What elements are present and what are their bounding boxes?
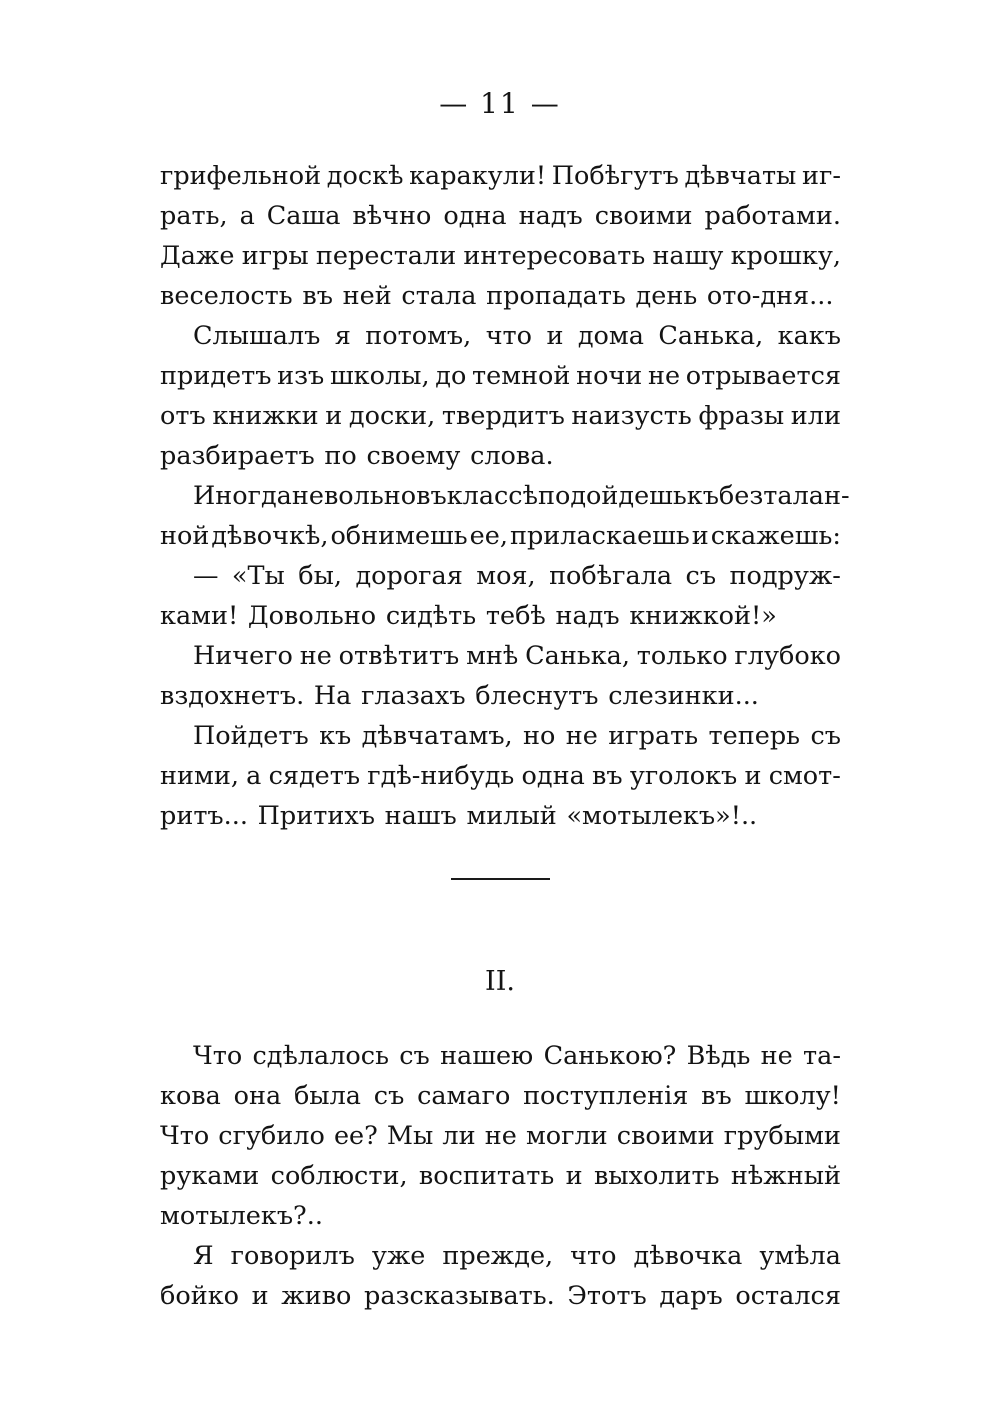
word: по [324,441,357,471]
word: иг- [802,161,841,191]
word: — [193,561,219,591]
word: сидѣть [385,601,477,631]
word: съ [810,721,841,751]
text-line [160,516,841,556]
word: въ [592,761,623,791]
word: и [691,521,709,551]
word: слезинки... [608,681,759,711]
word: разбираетъ [160,441,315,471]
word: день [635,281,698,311]
word: дорогая [355,561,463,591]
word: ее? [333,1121,378,1151]
word: соблюсти, [270,1161,408,1191]
text-line [160,476,850,516]
word: говорилъ [230,1241,355,1271]
word: подойдешь [537,481,687,511]
word: Иногда [193,481,292,511]
word: ритъ... [160,801,248,831]
word: играть [608,721,699,751]
word: Санькою? [543,1041,677,1071]
word: надъ [518,201,583,231]
word: ночи [576,361,643,391]
word: тебѣ [485,601,546,631]
word: своими [594,201,693,231]
text-line [160,796,841,836]
word: глубоко [734,641,841,671]
text-line [160,676,841,716]
word: доски, [348,401,436,431]
paragraph [160,1036,841,1236]
word: своими [616,1121,715,1151]
word: школу! [744,1081,841,1111]
text-line [160,1276,841,1316]
word: смот- [768,761,841,791]
text-line [160,1196,841,1236]
word: что [570,1241,617,1271]
word: ной [160,521,210,551]
word: своему [366,441,461,471]
word: отъ [160,401,206,431]
word: Санька, [658,321,764,351]
word: фразы [698,401,785,431]
word: съ [373,1081,405,1111]
text-line [160,1116,841,1156]
word: не [484,1121,517,1151]
chapter-heading: II. [485,966,515,997]
word: ото-дня... [706,281,834,311]
word: потомъ, [365,321,472,351]
word: обнимешь [330,521,468,551]
word: съ [399,1041,430,1071]
word: но [523,721,556,751]
word: невольно [291,481,417,511]
word: Этотъ [567,1281,647,1311]
word: классѣ [446,481,538,511]
word: къ [686,481,719,511]
word: уже [371,1241,426,1271]
word: гдѣ-нибудь [367,761,515,791]
word: книжки [212,401,319,431]
text-line [160,556,841,596]
text-line [160,396,841,436]
word: въ [701,1081,732,1111]
paragraph [160,556,841,636]
word: нашею [440,1041,534,1071]
word: сядетъ [268,761,361,791]
word: школы, [329,361,430,391]
word: поступленія [523,1081,689,1111]
word: пропадать [486,281,626,311]
word: интересовать [463,241,646,271]
word: даръ [659,1281,723,1311]
word: разсказывать. [364,1281,555,1311]
word: Мы [386,1121,434,1151]
text-block-part-two [160,1036,841,1316]
word: веселость [160,281,293,311]
word: и [744,761,762,791]
word: а [239,201,255,231]
word: только [636,641,728,671]
word: «мотылекъ»!.. [566,801,758,831]
word: нашу [652,241,724,271]
word: безталан- [718,481,850,511]
word: кова [160,1081,221,1111]
word: дѣвчатамъ, [361,721,513,751]
word: Побѣгутъ [551,161,679,191]
text-line [160,1076,841,1116]
word: не [760,1041,793,1071]
paragraph [160,156,841,316]
word: отрывается [685,361,841,391]
word: подруж- [729,561,841,591]
text-line [160,276,841,316]
word: выхолить [593,1161,720,1191]
word: одна [443,201,507,231]
word: сдѣлалось [252,1041,389,1071]
word: перестали [315,241,457,271]
text-line [160,756,841,796]
word: а [246,761,262,791]
word: твердитъ [441,401,565,431]
word: моя, [476,561,536,591]
word: вѣчно [352,201,432,231]
word: Я [193,1241,214,1271]
word: глазахъ [361,681,466,711]
text-line [160,316,841,356]
word: что [485,321,533,351]
word: На [313,681,352,711]
word: и [565,1161,583,1191]
word: крошку, [730,241,841,271]
word: или [790,401,841,431]
word: скажешь: [710,521,841,551]
word: Довольно [247,601,377,631]
word: ней [342,281,392,311]
word: и [251,1281,269,1311]
text-line [160,436,841,476]
word: я [334,321,351,351]
word: темной [472,361,571,391]
word: дома [577,321,644,351]
word: съ [685,561,717,591]
section-separator-rule [451,878,550,880]
word: воспитать [418,1161,555,1191]
text-line [160,596,841,636]
word: рать, [160,201,228,231]
page-number: — 11 — [439,87,561,120]
word: мотылекъ?.. [160,1201,323,1231]
paragraph [160,1236,841,1316]
word: дѣвочка [633,1241,743,1271]
word: милый [466,801,557,831]
word: живо [281,1281,352,1311]
word: каракули! [409,161,547,191]
word: ками! [160,601,239,631]
word: Слышалъ [193,321,321,351]
word: Пойдетъ [193,721,309,751]
word: Саша [266,201,341,231]
word: книжкой!» [629,601,777,631]
word: умѣла [759,1241,841,1271]
text-line [160,1036,841,1076]
text-block-part-one [160,156,850,836]
word: нѣжный [730,1161,841,1191]
word: нашъ [384,801,457,831]
word: бы, [298,561,343,591]
word: Даже [160,241,235,271]
paragraph [160,476,850,556]
word: прежде, [442,1241,554,1271]
word: въ [302,281,333,311]
word: въ [416,481,447,511]
word: ее, [469,521,508,551]
word: изъ [277,361,325,391]
text-line [160,1156,841,1196]
word: сгубило [218,1121,325,1151]
word: она [233,1081,282,1111]
word: самаго [417,1081,511,1111]
word: къ [319,721,352,751]
word: ли [442,1121,476,1151]
word: руками [160,1161,260,1191]
word: была [293,1081,362,1111]
word: наизусть [571,401,692,431]
text-line [160,716,841,756]
word: ними, [160,761,239,791]
paragraph [160,716,841,836]
word: какъ [777,321,841,351]
word: уголокъ [629,761,738,791]
word: Вѣдь [686,1041,751,1071]
word: Притихъ [257,801,375,831]
text-line [160,636,841,676]
paragraph [160,316,841,476]
word: работами. [704,201,841,231]
text-line [160,236,841,276]
word: стала [401,281,477,311]
word: одна [521,761,585,791]
word: Ничего [193,641,293,671]
word: та- [803,1041,841,1071]
word: до [435,361,467,391]
text-line [160,196,841,236]
word: грифельной [160,161,322,191]
word: дѣвчаты [684,161,797,191]
word: грубыми [723,1121,841,1151]
word: и [546,321,564,351]
word: бойко [160,1281,239,1311]
word: надъ [555,601,620,631]
text-line [160,356,841,396]
word: дѣвочкѣ, [211,521,329,551]
word: вздохнетъ. [160,681,305,711]
word: не [565,721,598,751]
word: Что [160,1121,210,1151]
text-line [160,1236,841,1276]
text-line [160,156,841,196]
word: отвѣтитъ [338,641,460,671]
word: теперь [708,721,801,751]
word: Что [193,1041,243,1071]
word: побѣгала [549,561,673,591]
word: придетъ [160,361,272,391]
word: мнѣ [466,641,519,671]
word: остался [735,1281,841,1311]
word: «Ты [231,561,285,591]
word: Санька, [525,641,630,671]
word: блеснутъ [475,681,599,711]
word: игры [241,241,309,271]
word: приласкаешь [509,521,690,551]
paragraph [160,636,841,716]
word: и [325,401,343,431]
word: не [647,361,681,391]
word: могли [525,1121,608,1151]
word: слова. [470,441,554,471]
word: доскѣ [326,161,404,191]
word: не [299,641,332,671]
